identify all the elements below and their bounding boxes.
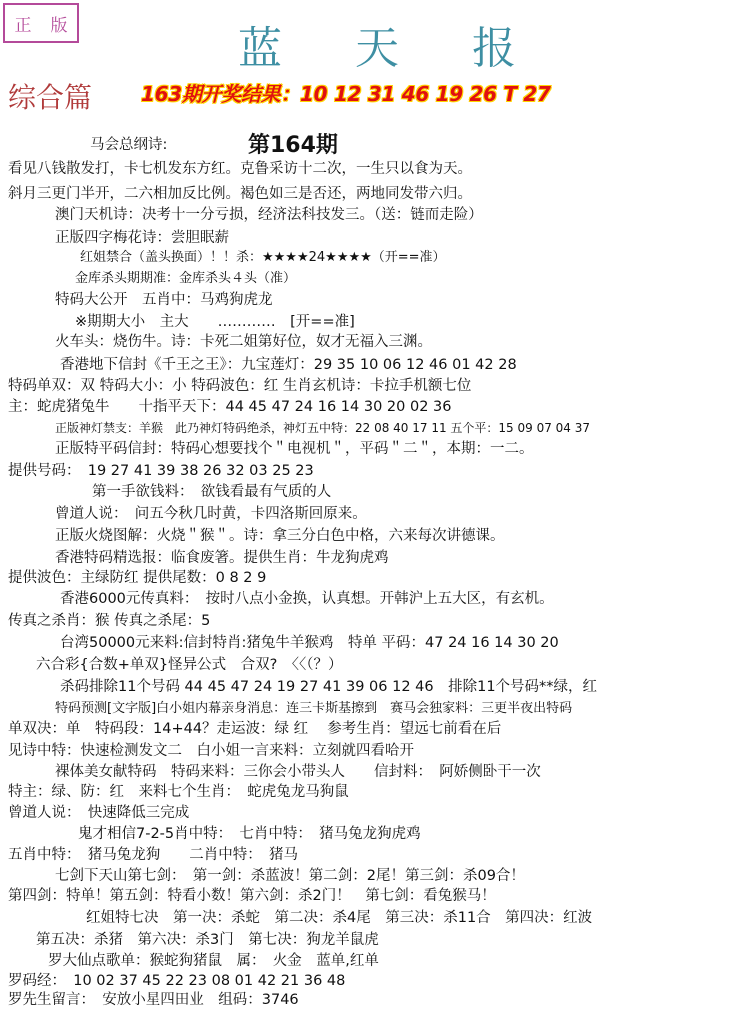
text-line: 正版四字梅花诗：尝胆眠薪 xyxy=(55,230,229,246)
text-line: 香港地下信封《千王之王》：九宝莲灯：29 35 10 06 12 46 01 42 28 xyxy=(60,357,517,373)
stamp-char-left: 正 xyxy=(14,15,32,36)
text-line: 曾道人说： 快速降低三完成 xyxy=(8,805,190,821)
text-line: 杀码排除11个号码 44 45 47 24 19 27 41 39 06 12 46 排除11个号码**绿，红 xyxy=(60,679,598,695)
text-line: 七剑下天山第七剑： 第一剑：杀蓝波！第二剑：2尾！第三剑：杀09合！ xyxy=(55,868,525,884)
edition-stamp xyxy=(3,3,79,43)
text-line: 罗大仙点歌单：猴蛇狗猪鼠 属： 火金 蓝单,红单 xyxy=(48,953,379,969)
text-line: 红姐禁合（盖头换面）！！杀：★★★★24★★★★（开==准） xyxy=(80,250,446,265)
text-line: 马会总纲诗: xyxy=(90,137,168,153)
text-line: 香港特码精选报：临食废箸。提供生肖：牛龙狗虎鸡 xyxy=(55,550,389,566)
masthead-char-2: 天 xyxy=(355,23,401,74)
text-line: 罗先生留言： 安放小星四田业 组码：3746 xyxy=(8,992,299,1008)
text-line: 红姐特七决 第一决：杀蛇 第二决：杀4尾 第三决：杀11合 第四决：红波 xyxy=(86,910,593,926)
text-line: 提供波色：主绿防红 提供尾数：0 8 2 9 xyxy=(8,570,267,586)
issue-number: 第164期 xyxy=(248,133,338,158)
text-line: 正版火烧图解：火烧＂猴＂。诗：拿三分白色中格，六来每次讲德课。 xyxy=(55,528,505,544)
text-line: 提供号码： 19 27 41 39 38 26 32 03 25 23 xyxy=(8,463,314,479)
section-title: 综合篇 xyxy=(8,81,93,114)
text-line: 金库杀头期期准：金库杀头４头（准） xyxy=(75,271,297,286)
text-line: 特码大公开 五肖中：马鸡狗虎龙 xyxy=(55,292,273,308)
text-line: 罗码经： 10 02 37 45 22 23 08 01 42 21 36 48 xyxy=(8,973,346,989)
text-line: 鬼才相信7-2-5肖中特： 七肖中特： 猪马兔龙狗虎鸡 xyxy=(78,826,421,842)
text-line: 澳门天机诗：决考十一分亏损，经济法科技发三。（送：链而走险） xyxy=(55,207,483,223)
text-line: 台湾50000元来料:信封特肖:猪兔牛羊猴鸡 特单 平码：47 24 16 14 30 20 xyxy=(60,635,559,651)
text-line: 特码预测[文字版]白小姐内幕亲身消息：连三卡斯基擦到 赛马会独家料：三更半夜出特码 xyxy=(55,701,573,716)
text-line: 五肖中特： 猪马兔龙狗 二肖中特： 猪马 xyxy=(8,847,298,863)
text-line: 火车头：烧伤牛。诗：卡死二姐第好位，奴才无福入三渊。 xyxy=(55,334,432,350)
text-line: 第四剑：特单！第五剑：特看小数！第六剑：杀2门！ 第七剑：看兔猴马！ xyxy=(8,888,496,904)
masthead-title xyxy=(238,14,518,74)
text-line: 香港6000元传真料： 按时八点小金换，认真想。开韩沪上五大区，有玄机。 xyxy=(60,591,554,607)
text-line: 第一手欲钱料： 欲钱看最有气质的人 xyxy=(92,484,332,500)
draw-result: 163期开奖结果：10 12 31 46 19 26 T 27 xyxy=(141,82,551,106)
text-line: 见诗中特：快速检测发文二 白小姐一言来料：立刻就四看哈开 xyxy=(8,743,414,759)
masthead-char-3: 报 xyxy=(472,23,518,74)
text-line: 正版特平码信封：特码心想要找个＂电视机＂，平码＂二＂，本期：一二。 xyxy=(55,441,534,457)
stamp-char-right: 版 xyxy=(50,15,68,36)
text-line: 曾道人说： 问五今秋几时黄，卡四洛斯回原来。 xyxy=(55,506,367,522)
masthead-char-1: 蓝 xyxy=(238,23,284,74)
text-line: 第五决：杀猪 第六决：杀3门 第七决：狗龙羊鼠虎 xyxy=(36,932,379,948)
text-line: 单双决：单 特码段：14+44？走运波：绿 红 参考生肖：望远七前看在后 xyxy=(8,721,502,737)
text-line: 特码单双：双 特码大小：小 特码波色：红 生肖玄机诗：卡拉手机额七位 xyxy=(8,378,472,394)
text-line: 特主：绿、防：红 来料七个生肖： 蛇虎兔龙马狗鼠 xyxy=(8,784,349,800)
text-line: 看见八钱散发打，卡七机发东方红。克鲁采访十二次，一生只以食为天。 xyxy=(8,161,472,177)
text-line: 裸体美女献特码 特码来料：三你会小带头人 信封料： 阿娇侧卧干一次 xyxy=(55,764,541,780)
text-line: ※期期大小 主大 ………… [开==准] xyxy=(75,314,355,330)
text-line: 传真之杀肖：猴 传真之杀尾：5 xyxy=(8,613,211,629)
text-line: 主：蛇虎猪兔牛 十指平天下：44 45 47 24 16 14 30 20 02 36 xyxy=(8,399,452,415)
text-line: 斜月三更门半开，二六相加反比例。褐色如三是否还，两地同发带六归。 xyxy=(8,186,472,202)
text-line: 正版神灯禁支：羊猴 此乃神灯特码绝杀，神灯五中特：22 08 40 17 11 五个平：15 09 07 04 37 xyxy=(55,421,591,435)
text-line: 六合彩{合数+单双}怪异公式 合双? 〈〈（？） xyxy=(36,657,343,673)
